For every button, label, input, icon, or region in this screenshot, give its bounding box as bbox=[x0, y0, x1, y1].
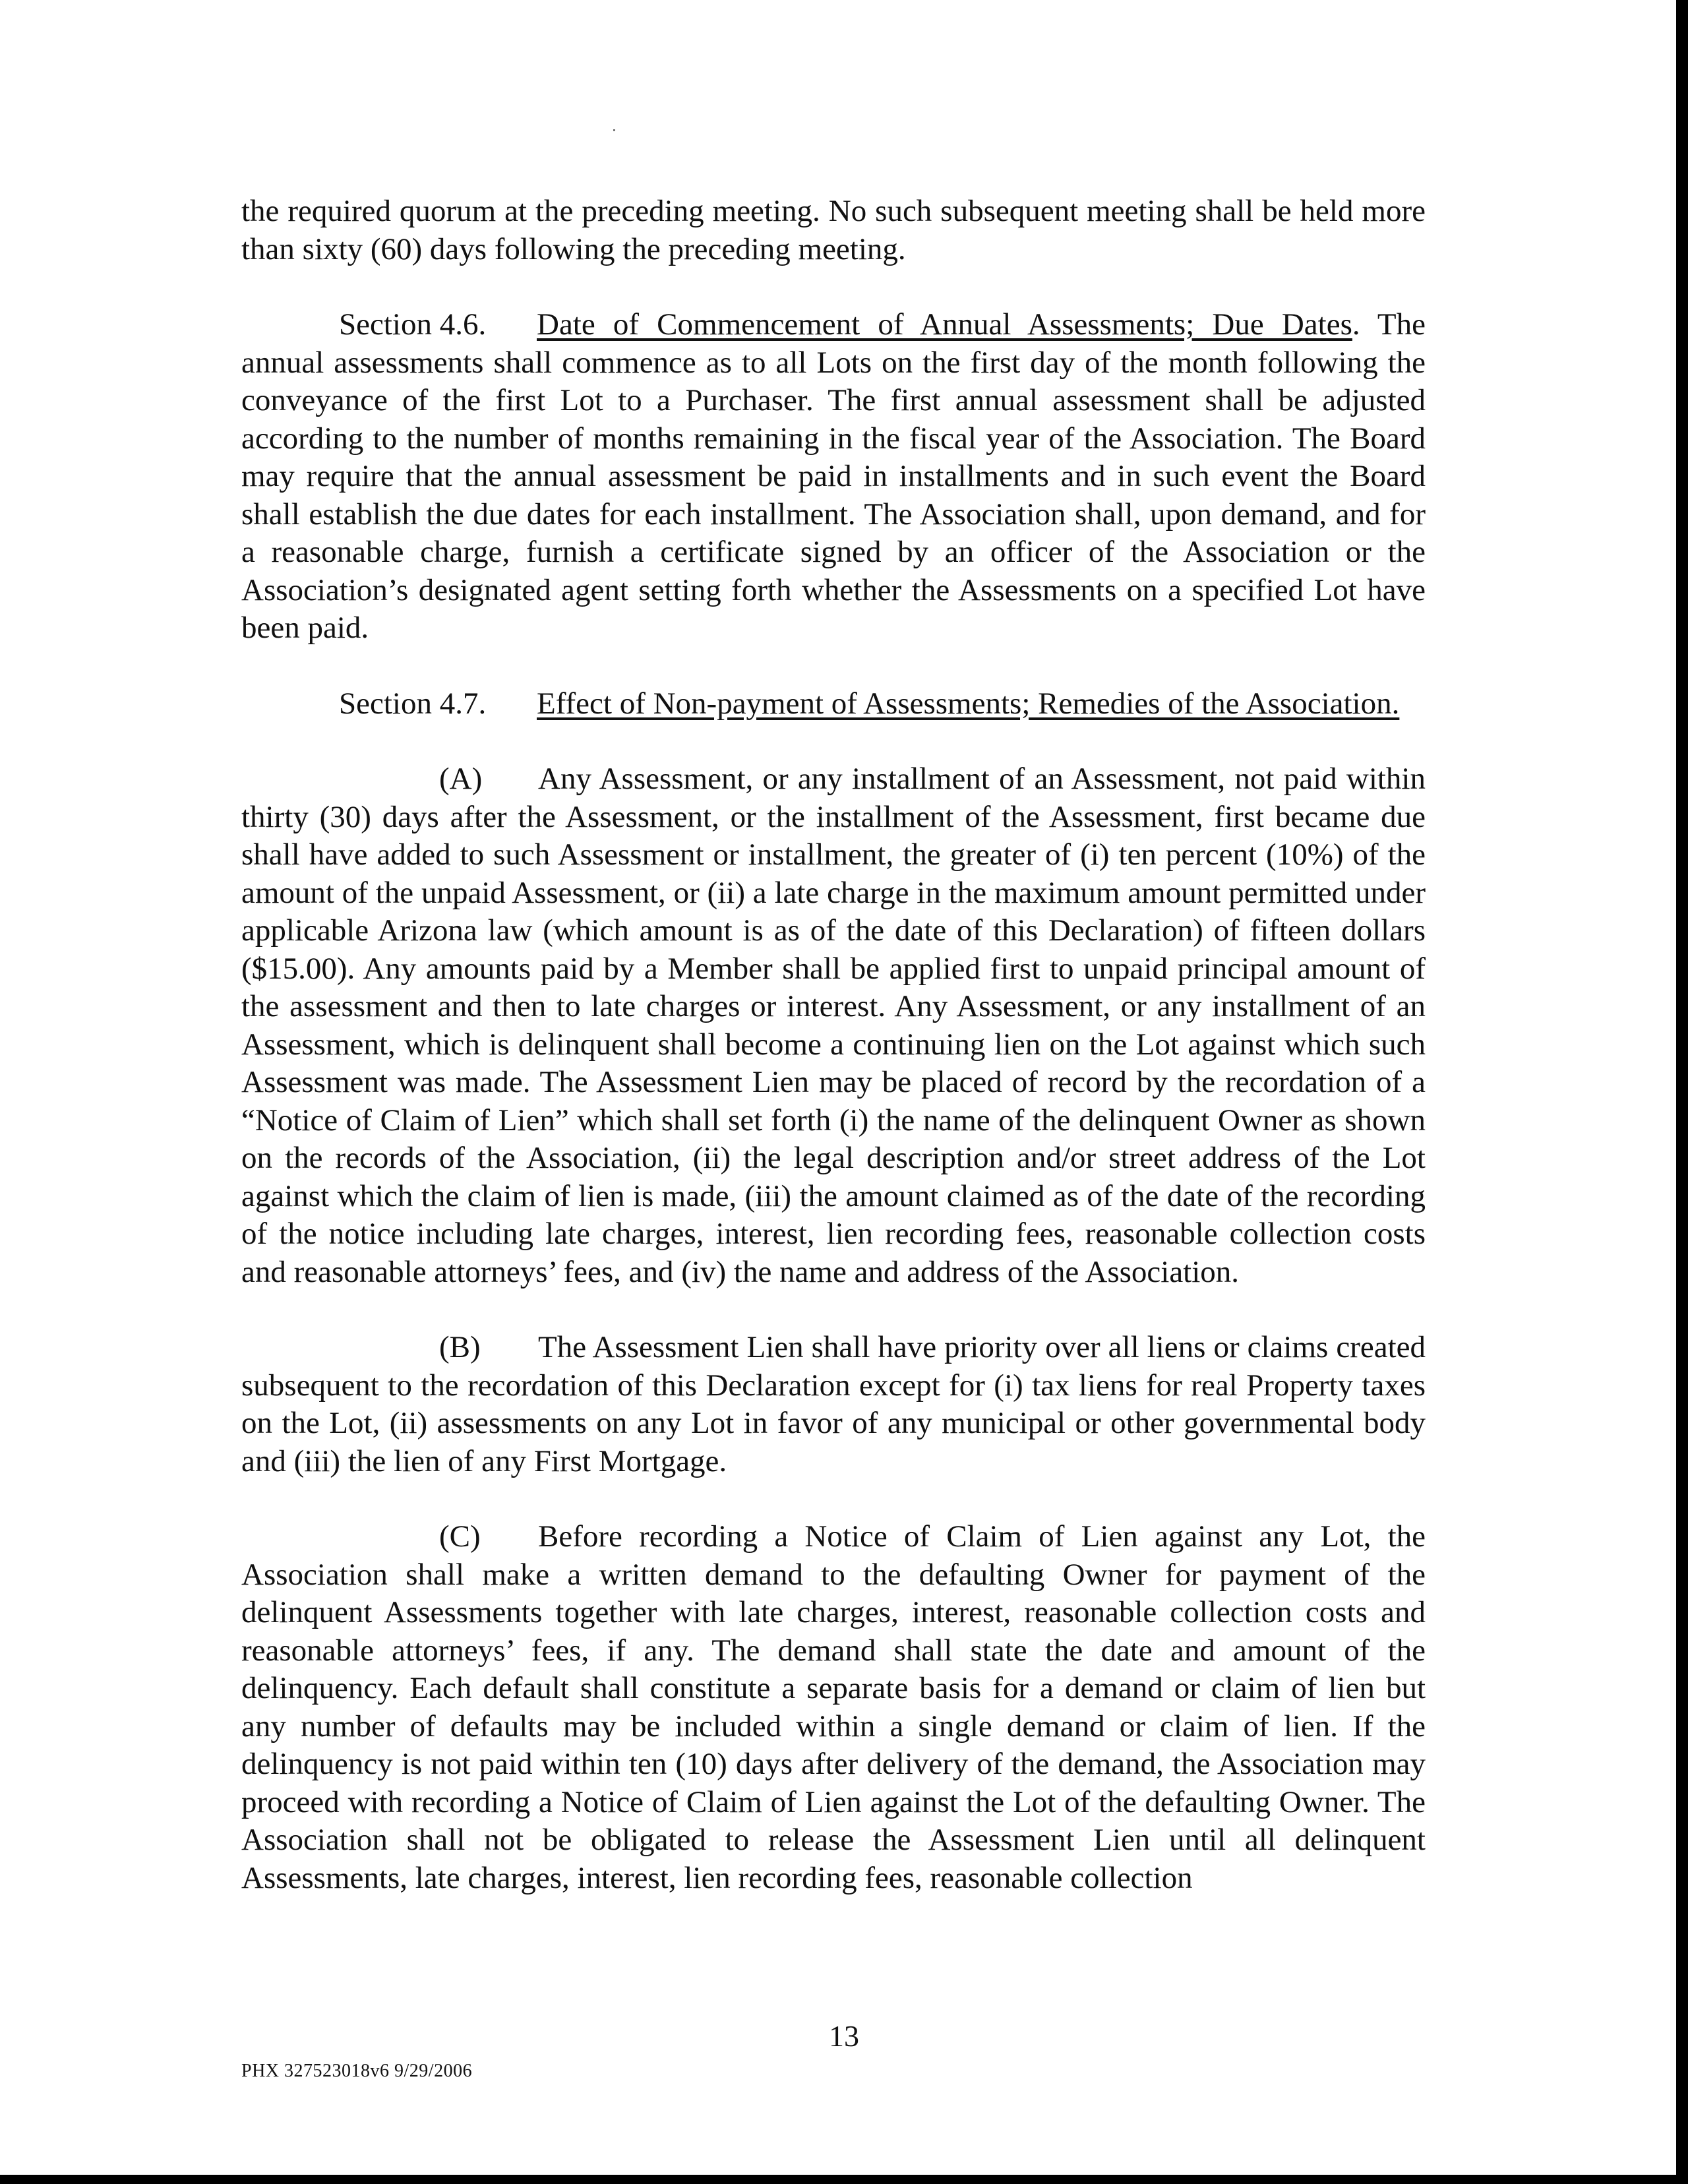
section-4-7-heading-line bbox=[241, 685, 1426, 723]
document-id-footer: PHX 327523018v6 9/29/2006 bbox=[241, 2061, 473, 2081]
scan-border-bottom bbox=[0, 2175, 1688, 2184]
section-4-6-heading-punct: . bbox=[1352, 307, 1360, 342]
continuation-text: the required quorum at the preceding meeting. No such subsequent meeting shall be held more than sixty (60) days following the preceding meeting. bbox=[241, 194, 1426, 266]
section-4-6-number: Section 4.6. bbox=[339, 307, 487, 342]
subsection-c bbox=[241, 1518, 1426, 1897]
section-4-6-heading: Date of Commencement of Annual Assessments; Due Dates bbox=[537, 307, 1352, 342]
section-4-6 bbox=[241, 306, 1426, 648]
continuation-paragraph bbox=[241, 193, 1426, 268]
scan-border-right bbox=[1676, 0, 1688, 2184]
section-4-7-heading: Effect of Non-payment of Assessments; Remedies of the Association. bbox=[537, 686, 1400, 721]
subsection-b-text: The Assessment Lien shall have priority over all liens or claims created subsequent to the recordation of this Declaration except for (i) tax liens for real Property taxes on the Lot, (ii) assessments on any Lot in favor of any municipal or other governmental body and (iii) the lien of any First Mortgage. bbox=[241, 1330, 1426, 1478]
section-4-7-number: Section 4.7. bbox=[339, 686, 487, 721]
subsection-a bbox=[241, 760, 1426, 1291]
scan-speck bbox=[613, 129, 615, 131]
subsection-a-label: (A) bbox=[439, 762, 483, 796]
subsection-c-label: (C) bbox=[439, 1519, 481, 1554]
subsection-b bbox=[241, 1329, 1426, 1480]
document-body bbox=[241, 193, 1426, 1935]
subsection-a-text: Any Assessment, or any installment of an Assessment, not paid within thirty (30) days after the Assessment, or the installment of the Assessment, first became due shall have added to such Assessment or installment, the greater of (i) ten percent (10%) of the amount of the unpaid Assessment, or (ii) a late charge in the maximum amount permitted under applicable Arizona law (which amount is as of the date of this Declaration) of fifteen dollars ($15.00). Any amounts paid by a Member shall be applied first to unpaid principal amount of the assessment and then to late charges or interest. Any Assessment, or any installment of an Assessment, which is delinquent shall become a continuing lien on the Lot against which such Assessment was made. The Assessment Lien may be placed of record by the recordation of a “Notice of Claim of Lien” which shall set forth (i) the name of the delinquent Owner as shown on the records of the Association, (ii) the legal description and/or street address of the Lot against which the claim of lien is made, (iii) the amount claimed as of the date of the recording of the notice including late charges, interest, lien recording fees, reasonable collection costs and reasonable attorneys’ fees, and (iv) the name and address of the Association. bbox=[241, 762, 1426, 1289]
section-4-6-body: The annual assessments shall commence as to all Lots on the first day of the month following the conveyance of the first Lot to a Purchaser. The first annual assessment shall be adjusted according to the number of months remaining in the fiscal year of the Association. The Board may require that the annual assessment be paid in installments and in such event the Board shall establish the due dates for each installment. The Association shall, upon demand, and for a reasonable charge, furnish a certificate signed by an officer of the Association or the Association’s designated agent setting forth whether the Assessments on a specified Lot have been paid. bbox=[241, 307, 1426, 645]
subsection-c-text: Before recording a Notice of Claim of Lien against any Lot, the Association shall make a written demand to the defaulting Owner for payment of the delinquent Assessments together with late charges, interest, reasonable collection costs and reasonable attorneys’ fees, if any. The demand shall state the date and amount of the delinquency. Each default shall constitute a separate basis for a demand or claim of lien but any number of defaults may be included within a single demand or claim of lien. If the delinquency is not paid within ten (10) days after delivery of the demand, the Association may proceed with recording a Notice of Claim of Lien against the Lot of the defaulting Owner. The Association shall not be obligated to release the Assessment Lien until all delinquent Assessments, late charges, interest, lien recording fees, reasonable collection bbox=[241, 1519, 1426, 1895]
subsection-b-label: (B) bbox=[439, 1330, 481, 1364]
page-number: 13 bbox=[829, 2019, 859, 2053]
